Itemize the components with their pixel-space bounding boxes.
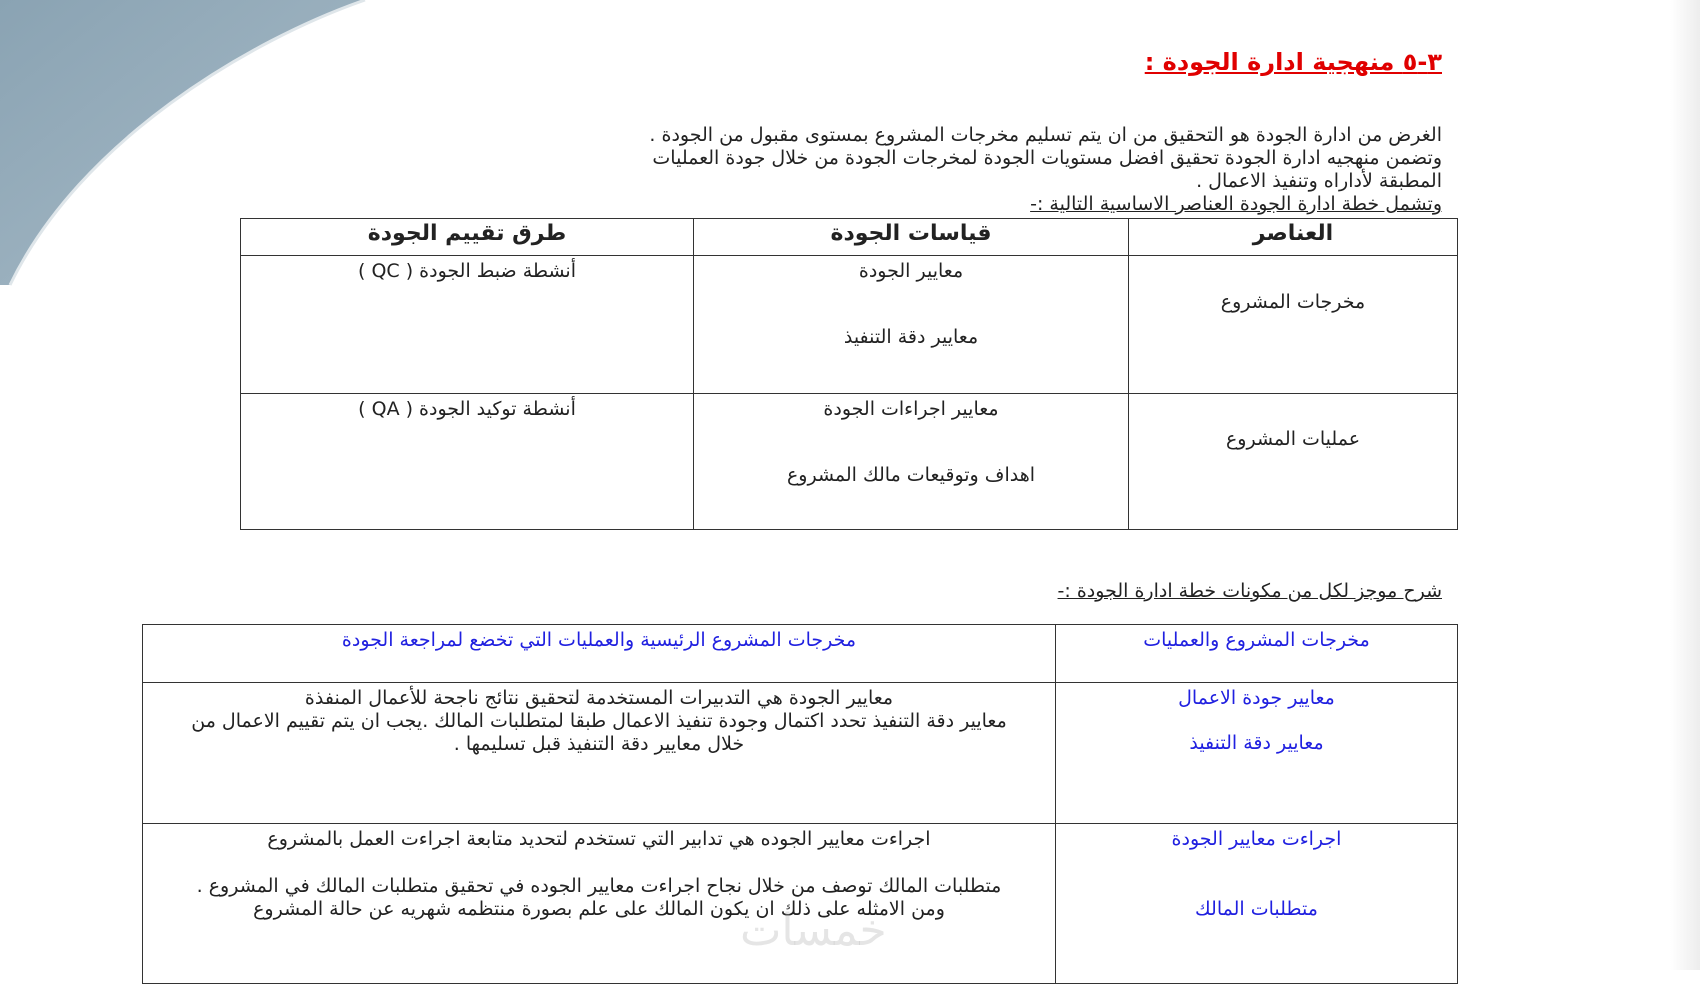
intro-line: الغرض من ادارة الجودة هو التحقيق من ان يتم تسليم مخرجات المشروع بمستوى مقبول من الجودة . [649, 124, 1442, 146]
measure: معايير اجراءات الجودة [823, 398, 999, 420]
header-elements: العناصر [1129, 219, 1458, 256]
intro-line: وتضمن منهجيه ادارة الجودة تحقيق افضل مستويات الجودة لمخرجات الجودة من خلال جودة العمليات [652, 147, 1442, 169]
table-row [241, 256, 1458, 394]
table-row [241, 394, 1458, 530]
method-cell: أنشطة ضبط الجودة ( QC ) [241, 256, 694, 394]
item: معايير دقة التنفيذ [1189, 732, 1324, 754]
measure: معايير الجودة [858, 260, 964, 282]
method-cell: أنشطة توكيد الجودة ( QA ) [241, 394, 694, 530]
desc: معايير دقة التنفيذ تحدد اكتمال وجودة تنفيذ الاعمال طبقا لمتطلبات المالك .يجب ان يتم تقييم الاعمال من خلال معايير دقة التنفيذ قبل تسليمها . [191, 710, 1007, 755]
measures-cell [694, 394, 1129, 530]
header-methods: طرق تقييم الجودة [241, 219, 694, 256]
watermark: خمسات [740, 905, 887, 956]
intro-line: المطبقة لأداراه وتنفيذ الاعمال . [1196, 170, 1442, 192]
items-cell [1056, 683, 1458, 824]
items-cell [1056, 824, 1458, 984]
measure: اهداف وتوقيعات مالك المشروع [786, 464, 1036, 486]
desc: معايير الجودة هي التدبيرات المستخدمة لتحقيق نتائج ناجحة للأعمال المنفذة [304, 687, 894, 709]
item: متطلبات المالك [1195, 898, 1318, 920]
header-items: مخرجات المشروع والعمليات [1056, 625, 1458, 683]
element-cell: عمليات المشروع [1129, 394, 1458, 530]
desc-cell [143, 824, 1056, 984]
element-cell: مخرجات المشروع [1129, 256, 1458, 394]
desc: اجراءت معايير الجوده هي تدابير التي تستخدم لتحديد متابعة اجراءت العمل بالمشروع [267, 828, 931, 850]
page-edge [1670, 0, 1700, 970]
intro-line: وتشمل خطة ادارة الجودة العناصر الاساسية التالية :- [1030, 193, 1442, 215]
table-row [143, 683, 1458, 824]
intro-paragraph [442, 124, 1442, 216]
subheading: شرح موجز لكل من مكونات خطة ادارة الجودة :- [1057, 580, 1442, 602]
measure: معايير دقة التنفيذ [843, 326, 979, 348]
desc-cell [143, 683, 1056, 824]
header-measures: قياسات الجودة [694, 219, 1129, 256]
quality-elements-table [240, 218, 1458, 530]
measures-cell [694, 256, 1129, 394]
desc: متطلبات المالك توصف من خلال نجاح اجراءت معايير الجوده في تحقيق متطلبات المالك في المشروع . ومن الامثله على ذلك ان يكون المالك على علم بصورة منتظمه شهريه عن حالة المشروع [196, 875, 1002, 920]
item: معايير جودة الاعمال [1178, 687, 1335, 709]
section-title: ٣-٥ منهجية ادارة الجودة : [1144, 48, 1442, 76]
item: اجراءت معايير الجودة [1171, 828, 1342, 850]
table-row [143, 824, 1458, 984]
header-desc: مخرجات المشروع الرئيسية والعمليات التي تخضع لمراجعة الجودة [143, 625, 1056, 683]
